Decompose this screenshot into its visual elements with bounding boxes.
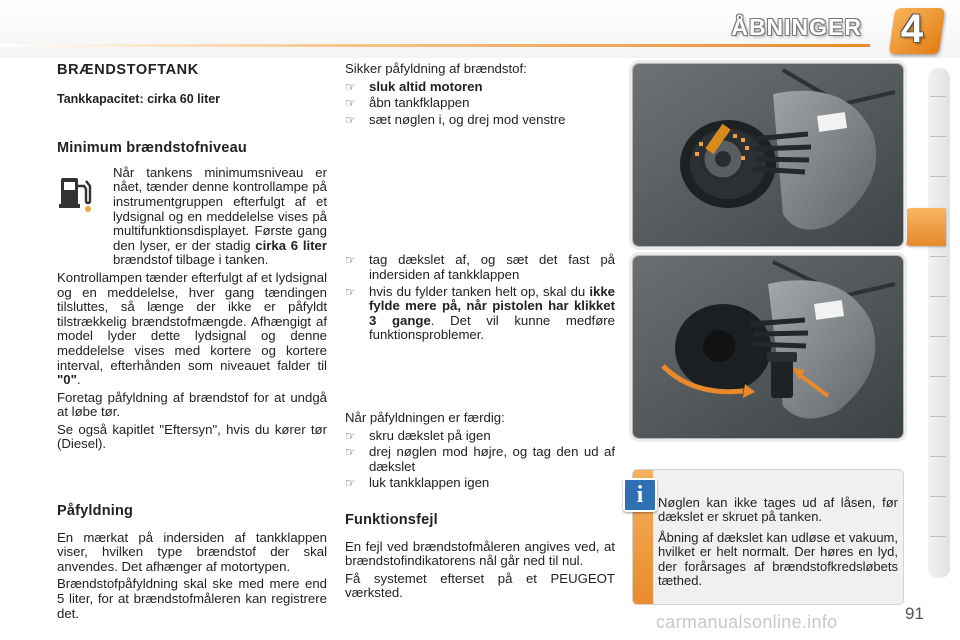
chapter-number: 4 <box>900 7 924 51</box>
list-item: ☞ sluk altid motoren <box>345 80 615 95</box>
tab-divider <box>930 136 946 137</box>
fault-paragraph-2: Få systemet efterset på et PEUGEOT værksted. <box>345 570 615 601</box>
min-p2-text: Kontrollampen tænder efterfulgt af et lydsignal og en meddelelse, hver gang tændingen tilsluttes, så længe der ikke er påfyldt tilstrækkelig brændstofmængde. Afhængigt af model lyder dette lydsignal og denne meddelelse vises med kortere og kortere interval, efterhånden som niveauet falder til <box>57 269 327 373</box>
fuel-cap-removed-photo <box>633 256 903 438</box>
fuel-cap-key-photo <box>633 64 903 246</box>
list-item <box>345 285 615 343</box>
min-p1-after: brændstof tilbage i tanken. <box>113 252 269 268</box>
active-chapter-tab[interactable] <box>902 208 946 246</box>
tab-divider <box>930 96 946 97</box>
tab-divider <box>930 456 946 457</box>
after-fill-list <box>345 429 615 491</box>
info-text <box>658 496 898 588</box>
min-p2-after: . <box>76 372 81 388</box>
tab-divider <box>930 496 946 497</box>
info-icon: i <box>623 478 657 512</box>
min-p1-text: Når tankens minimumsniveau er nået, tænder denne kontrollampe på instrumentgruppen efterfulgt af et lydsignal og en meddelelse vises på multifunktionsdisplayet. Første gang den lyser, er der stadig <box>113 164 327 253</box>
min-level-block <box>57 166 327 268</box>
chapter-tabs <box>928 68 950 578</box>
filling-paragraph-1: En mærkat på indersiden af tankklappen viser, hvilken type brændstof der skal anvendes. Det afhænger af motortypen. <box>57 529 327 574</box>
watermark: carmanualsonline.info <box>656 612 838 632</box>
min-level-paragraph-2 <box>57 271 327 388</box>
cap-b2-after: . Det vil kunne medføre funktionsproblemer. <box>369 312 615 343</box>
min-level-paragraph-3: Foretag påfyldning af brændstof for at undgå at løbe tør. <box>57 389 327 420</box>
tab-divider <box>930 376 946 377</box>
filling-paragraph-2: Brændstofpåfyldning skal ske med mere end 5 liter, for at brændstofmåleren kan registrere det. <box>57 576 327 621</box>
list-item: ☞ tag dækslet af, og sæt det fast på indersiden af tankklappen <box>345 253 615 282</box>
min-p1-bold: cirka 6 liter <box>255 237 328 253</box>
tank-capacity: Tankkapacitet: cirka 60 liter <box>57 91 221 106</box>
tab-divider <box>930 296 946 297</box>
list-item: ☞ luk tankklappen igen <box>345 476 615 491</box>
cap-b2-text: hvis du fylder tanken helt op, skal du <box>369 283 590 299</box>
middle-column <box>345 60 615 604</box>
fuel-flap-illustration <box>633 64 903 246</box>
cap-list <box>345 253 615 343</box>
info-paragraph-2: Åbning af dækslet kan udløse et vakuum, hvilket er helt normalt. Der høres en lyd, der forårsages af brændstofkredsløbets tæthed. <box>658 529 898 589</box>
page-title: BRÆNDSTOFTANK <box>57 62 199 78</box>
tab-divider <box>930 336 946 337</box>
fuel-pump-icon <box>57 172 97 212</box>
tab-divider <box>930 536 946 537</box>
left-column <box>57 60 327 624</box>
min-level-paragraph-1 <box>57 166 327 268</box>
safe-fill-list <box>345 80 615 128</box>
header-accent-line <box>0 44 870 47</box>
tab-divider <box>930 416 946 417</box>
info-paragraph-1: Nøglen kan ikke tages ud af låsen, før dækslet er skruet på tanken. <box>658 495 898 525</box>
list-item: ☞ åbn tankfklappen <box>345 96 615 111</box>
list-item: ☞ sæt nøglen i, og drej mod venstre <box>345 113 615 128</box>
list-item: ☞ skru dækslet på igen <box>345 429 615 444</box>
fault-paragraph-1: En fejl ved brændstofmåleren angives ved, at brændstofindikatorens nål går ned til nul. <box>345 538 615 569</box>
fault-heading: Funktionsfejl <box>345 511 438 528</box>
page-number: 91 <box>905 604 924 623</box>
min-p2-bold: "0" <box>57 372 77 388</box>
chapter-title: ÅBNINGER <box>731 14 862 40</box>
cap-b2-bold: ikke fylde mere på, når pistolen har klikket 3 gange <box>369 283 615 328</box>
list-item: ☞ drej nøglen mod højre, og tag den ud af dækslet <box>345 445 615 474</box>
filling-heading: Påfyldning <box>57 503 134 520</box>
fuel-cap-illustration <box>633 256 903 438</box>
safe-fill-intro: Sikker påfyldning af brændstof: <box>345 61 527 76</box>
min-level-paragraph-4: Se også kapitlet "Eftersyn", hvis du kører tør (Diesel). <box>57 421 327 452</box>
tab-divider <box>930 256 946 257</box>
tab-divider <box>930 176 946 177</box>
after-fill-intro: Når påfyldningen er færdig: <box>345 409 505 425</box>
min-level-heading: Minimum brændstofniveau <box>57 140 247 157</box>
